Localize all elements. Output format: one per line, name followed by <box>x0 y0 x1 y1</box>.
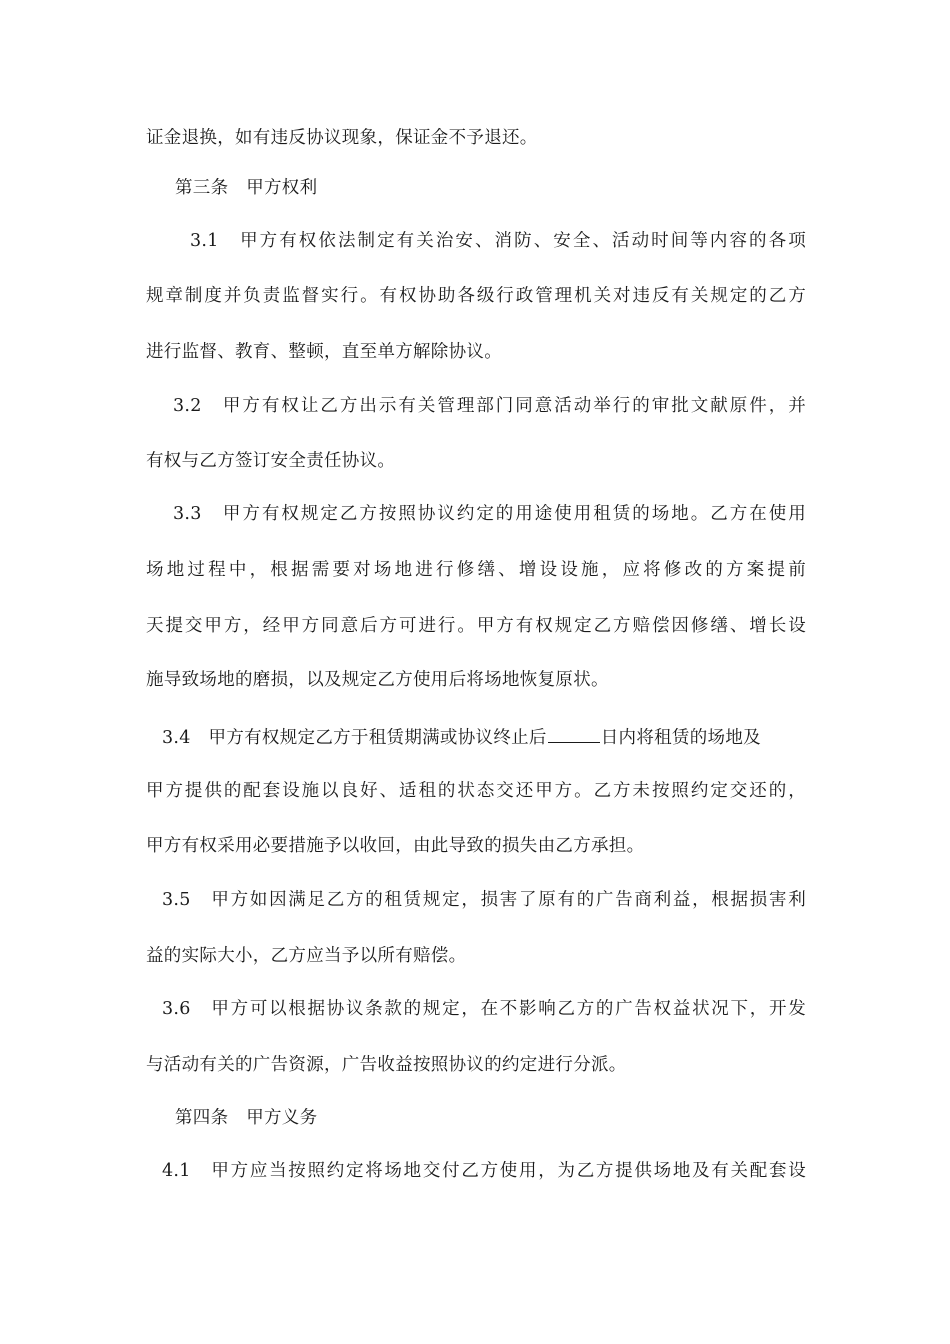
text-line: 甲方提供的配套设施以良好、适租的状态交还甲方。乙方未按照约定交还的， <box>146 781 806 801</box>
text-line: 施导致场地的磨损，以及规定乙方使用后将场地恢复原状。 <box>146 670 609 690</box>
text-line: 与活动有关的广告资源，广告收益按照协议的约定进行分派。 <box>146 1055 627 1075</box>
text-line: 场地过程中，根据需要对场地进行修缮、增设设施，应将修改的方案提前 <box>146 560 806 580</box>
text-line: 规章制度并负责监督实行。有权协助各级行政管理机关对违反有关规定的乙方 <box>146 286 806 306</box>
clause-3-1: 3.1 甲方有权依法制定有关治安、消防、安全、活动时间等内容的各项 <box>190 231 806 251</box>
clause-3-6: 3.6 甲方可以根据协议条款的规定，在不影响乙方的广告权益状况下，开发 <box>162 999 806 1019</box>
clause-4-1: 4.1 甲方应当按照约定将场地交付乙方使用，为乙方提供场地及有关配套设 <box>162 1161 806 1181</box>
clause-text: 日内将租赁的场地及 <box>600 728 761 748</box>
section-heading: 第四条 甲方义务 <box>175 1108 318 1128</box>
clause-3-3: 3.3 甲方有权规定乙方按照协议约定的用途使用租赁的场地。乙方在使用 <box>173 504 806 524</box>
clause-text: 3.4 甲方有权规定乙方于租赁期满或协议终止后 <box>162 728 547 748</box>
text-line: 证金退换，如有违反协议现象，保证金不予退还。 <box>146 128 538 148</box>
clause-3-2: 3.2 甲方有权让乙方出示有关管理部门同意活动举行的审批文献原件，并 <box>173 396 806 416</box>
text-line: 益的实际大小，乙方应当予以所有赔偿。 <box>146 946 467 966</box>
section-heading: 第三条 甲方权利 <box>175 178 318 198</box>
text-line: 甲方有权采用必要措施予以收回，由此导致的损失由乙方承担。 <box>146 836 645 856</box>
text-line: 有权与乙方签订安全责任协议。 <box>146 451 396 471</box>
fill-in-blank <box>548 725 600 743</box>
clause-3-4 <box>162 725 807 749</box>
text-line: 天提交甲方，经甲方同意后方可进行。甲方有权规定乙方赔偿因修缮、增长设 <box>146 616 806 636</box>
clause-3-5: 3.5 甲方如因满足乙方的租赁规定，损害了原有的广告商利益，根据损害利 <box>162 890 806 910</box>
text-line: 进行监督、教育、整顿，直至单方解除协议。 <box>146 342 502 362</box>
